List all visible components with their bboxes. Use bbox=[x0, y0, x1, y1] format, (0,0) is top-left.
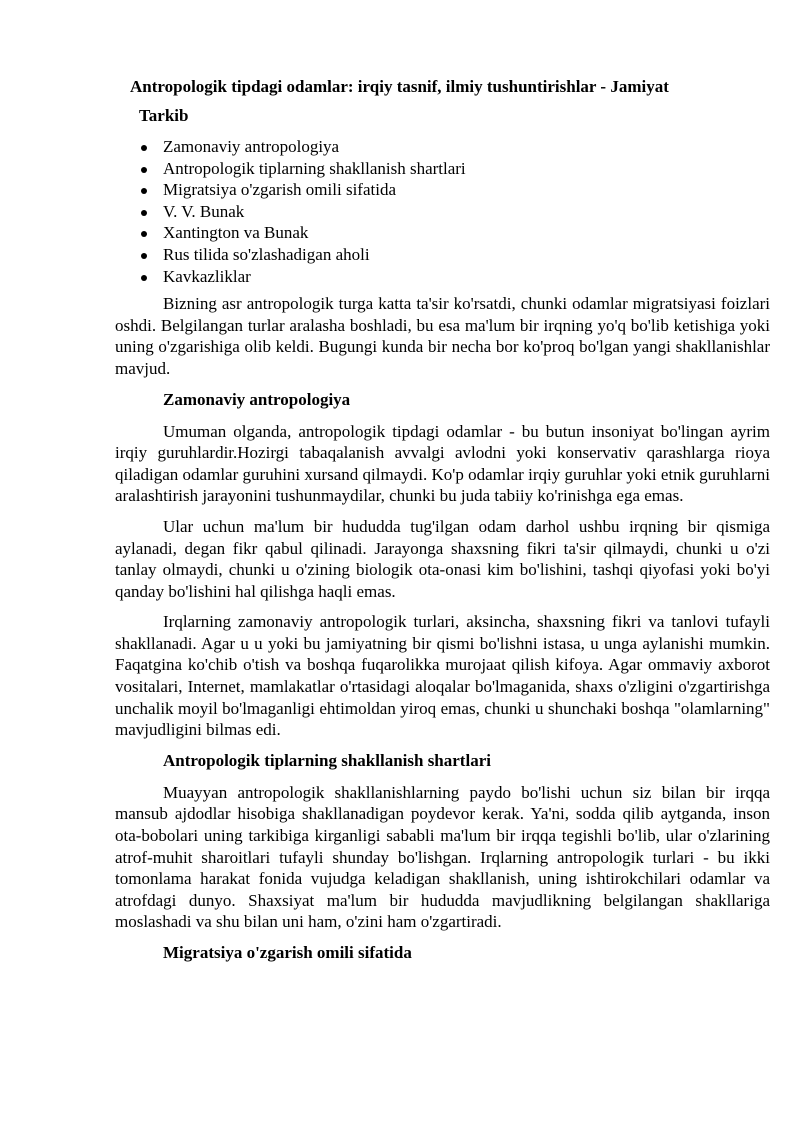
paragraph: Umuman olganda, antropologik tipdagi odamlar - bu butun insoniyat bo'lingan ayrim irqiy guruhlardir.Hozirgi tabaqalanish avvalgi avlodni yoki konservativ qarashlarga rioya qiladigan odamlar guruhini xursand qilmaydi. Ko'p odamlar irqiy guruhlar yoki etnik guruhlarni aralashtirish jarayonini tushunmaydilar, chunki bu juda tabiiy ko'rinishga ega emas. bbox=[115, 421, 770, 506]
bullet-icon bbox=[141, 145, 147, 151]
toc-item[interactable] bbox=[115, 158, 770, 180]
toc-item-label: V. V. Bunak bbox=[163, 201, 245, 221]
bullet-icon bbox=[141, 253, 147, 259]
toc-item-label: Rus tilida so'zlashadigan aholi bbox=[163, 244, 370, 264]
toc-item-label: Migratsiya o'zgarish omili sifatida bbox=[163, 180, 396, 200]
section-heading-modern-anthropology: Zamonaviy antropologiya bbox=[163, 389, 351, 409]
bullet-icon bbox=[141, 188, 147, 194]
paragraph: Irqlarning zamonaviy antropologik turlari, aksincha, shaxsning fikri va tanlovi tufayli shakllanadi. Agar u u yoki bu jamiyatning bir qismi bo'lishni istasa, u unga aylanishi mumkin. Faqatgina ko'chib o'tish va boshqa fuqarolikka murojaat qilish kifoya. Agar ommaviy axborot vositalari, Internet, mamlakatlar o'rtasidagi aloqalar bo'lmaganida, shaxs o'zligini o'zgartirishga unchalik moyil bo'lmaganligi ehtimoldan yiroq emas, chunki u shunchaki boshqa "olamlarning" mavjudligini bilmas edi. bbox=[115, 612, 770, 740]
toc-item[interactable] bbox=[115, 244, 770, 266]
paragraph: Ular uchun ma'lum bir hududda tug'ilgan odam darhol ushbu irqning bir qismiga aylanadi, degan fikr qabul qilinadi. Jarayonga shaxsning fikri ta'sir qilmaydi, chunki u o'zi tanlay olmaydi, chunki u o'zining biologik ota-onasi kim bo'lishini, tashqi qiyofasi yoki bo'yi qanday bo'lishini hal qilishga haqli emas. bbox=[115, 516, 770, 601]
bullet-icon bbox=[141, 231, 147, 237]
bullet-icon bbox=[141, 275, 147, 281]
toc-item[interactable] bbox=[115, 179, 770, 201]
toc-heading: Tarkib bbox=[139, 106, 189, 125]
table-of-contents bbox=[115, 136, 770, 287]
toc-item-label: Xantington va Bunak bbox=[163, 223, 309, 243]
bullet-icon bbox=[141, 167, 147, 173]
toc-item[interactable] bbox=[115, 136, 770, 158]
toc-item-label: Kavkazliklar bbox=[163, 266, 251, 286]
bullet-icon bbox=[141, 210, 147, 216]
section-heading-formation-conditions: Antropologik tiplarning shakllanish shartlari bbox=[163, 750, 491, 770]
document-page bbox=[115, 74, 770, 974]
document-title: Antropologik tipdagi odamlar: irqiy tasnif, ilmiy tushuntirishlar - Jamiyat bbox=[130, 77, 669, 96]
section-heading-migration: Migratsiya o'zgarish omili sifatida bbox=[163, 943, 412, 962]
toc-item-label: Zamonaviy antropologiya bbox=[163, 137, 340, 156]
toc-item[interactable] bbox=[115, 266, 770, 288]
toc-item[interactable] bbox=[115, 201, 770, 223]
intro-paragraph: Bizning asr antropologik turga katta ta'sir ko'rsatdi, chunki odamlar migratsiyasi foizlari oshdi. Belgilangan turlar aralasha boshladi, bu esa ma'lum bir irqning yo'q bo'lib ketishiga yoki uning o'zgarishiga olib keldi. Bugungi kunda bir necha bor ko'proq bo'lgan yangi shakllanishlar mavjud. bbox=[115, 294, 770, 378]
paragraph: Muayyan antropologik shakllanishlarning paydo bo'lishi uchun siz bilan bir irqqa mansub ajdodlar hisobiga shakllanadigan poydevor kerak. Ya'ni, sodda qilib aytganda, inson ota-bobolari uning tarkibiga kirganligi sababli ma'lum bir irqqa tegishli bo'lib, ular o'zlarining atrof-muhit sharoitlari tufayli shunday bo'lishgan. Irqlarning antropologik turlari - bu ikki tomonlama harakat fonida vujudga keladigan shakllanish, uning ishtirokchilari odamlar va atrofdagi dunyo. Shaxsiyat ma'lum bir hududda mavjudlikning belgilangan shakllariga moslashadi va shu bilan uni ham, o'zini ham o'zgartiradi. bbox=[115, 782, 770, 932]
toc-item[interactable] bbox=[115, 222, 770, 244]
toc-item-label: Antropologik tiplarning shakllanish shartlari bbox=[163, 158, 466, 178]
